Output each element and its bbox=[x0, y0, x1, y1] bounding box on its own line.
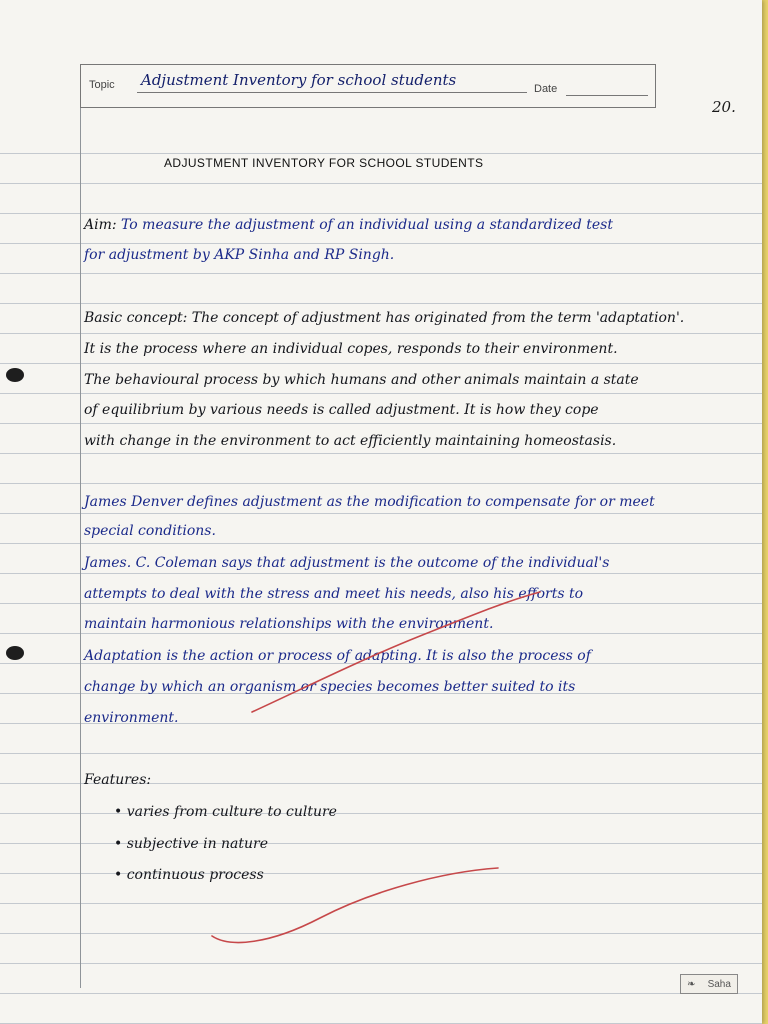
basic-concept-text-1: The concept of adjustment has originated from the term 'adaptation'. bbox=[191, 310, 685, 326]
date-label: Date bbox=[534, 83, 558, 95]
feature-item: • continuous process bbox=[114, 867, 264, 883]
basic-concept-line-5: with change in the environment to act efficiently maintaining homeostasis. bbox=[84, 433, 617, 449]
notebook-brand-logo bbox=[680, 974, 738, 994]
page-title: ADJUSTMENT INVENTORY FOR SCHOOL STUDENTS bbox=[164, 156, 484, 170]
aim-label: Aim: bbox=[84, 217, 117, 233]
feature-item-text: varies from culture to culture bbox=[126, 804, 337, 820]
brand-name: Saha bbox=[707, 978, 731, 990]
feature-item: • varies from culture to culture bbox=[114, 804, 337, 820]
red-scribble-lower bbox=[212, 868, 498, 942]
definition-line-4: attempts to deal with the stress and meet his needs, also his efforts to bbox=[84, 586, 584, 602]
definition-line-5: maintain harmonious relationships with the environment. bbox=[84, 616, 494, 632]
features-label: Features: bbox=[84, 772, 152, 788]
basic-concept-line-4: of equilibrium by various needs is called adjustment. It is how they cope bbox=[84, 402, 599, 418]
definition-line-6: Adaptation is the action or process of adapting. It is also the process of bbox=[84, 648, 591, 664]
definition-line-2: special conditions. bbox=[84, 523, 216, 539]
feature-item-text: subjective in nature bbox=[126, 836, 269, 852]
page-number: 20. bbox=[712, 98, 736, 116]
basic-concept-line-3: The behavioural process by which humans and other animals maintain a state bbox=[84, 372, 639, 388]
definition-line-8: environment. bbox=[84, 710, 179, 726]
topic-value: Adjustment Inventory for school students bbox=[141, 71, 457, 89]
basic-concept-label: Basic concept: bbox=[84, 310, 188, 326]
definition-line-3: James. C. Coleman says that adjustment is the outcome of the individual's bbox=[84, 555, 610, 571]
aim-line-2: for adjustment by AKP Sinha and RP Singh. bbox=[84, 247, 395, 263]
definition-line-7: change by which an organism or species becomes better suited to its bbox=[84, 679, 576, 695]
feature-item-text: continuous process bbox=[126, 867, 264, 883]
basic-concept-line-2: It is the process where an individual copes, responds to their environment. bbox=[84, 341, 618, 357]
feature-item: • subjective in nature bbox=[114, 836, 269, 852]
brand-mark-icon: ❧ bbox=[687, 978, 696, 990]
aim-text-1: To measure the adjustment of an individual using a standardized test bbox=[121, 217, 613, 233]
red-scribble-upper bbox=[252, 592, 540, 712]
topic-label: Topic bbox=[89, 79, 115, 91]
definition-line-1: James Denver defines adjustment as the modification to compensate for or meet bbox=[84, 494, 655, 510]
